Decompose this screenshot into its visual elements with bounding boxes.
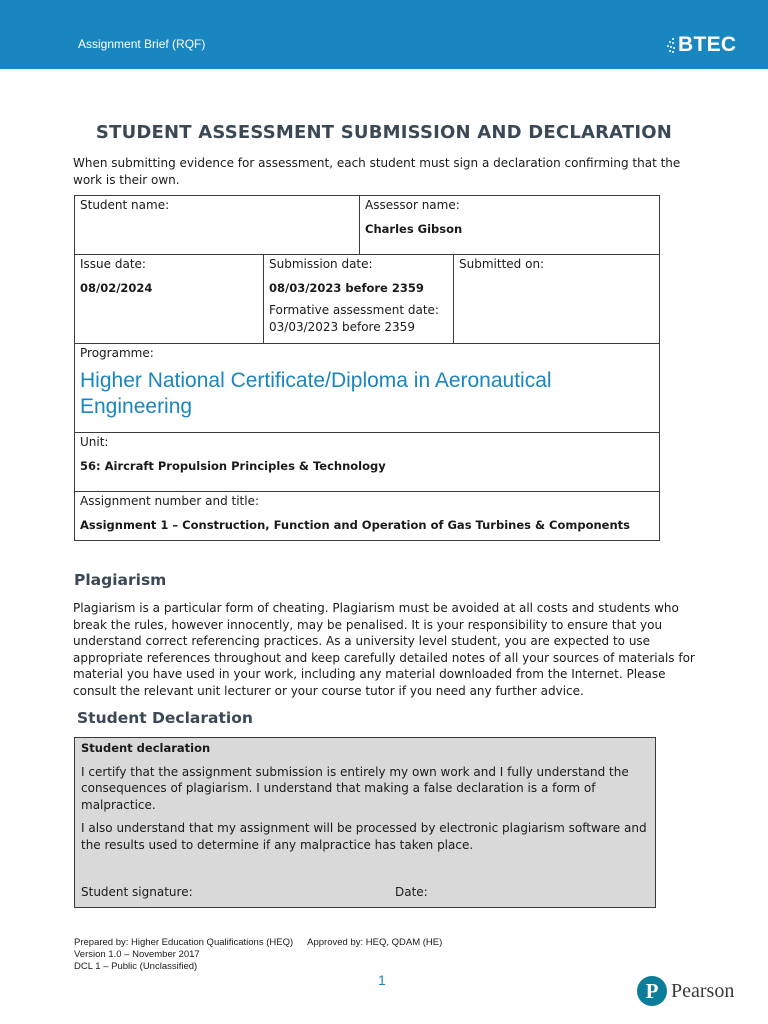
submitted-on-label: Submitted on: [459, 257, 545, 271]
btec-dots-icon [666, 34, 676, 56]
formative-date-value: 03/03/2023 before 2359 [269, 319, 415, 334]
issue-date-label: Issue date: [80, 257, 146, 271]
pearson-logo [637, 976, 734, 1006]
issue-date-field [75, 255, 264, 344]
issue-date-value: 08/02/2024 [80, 280, 153, 295]
assessor-name-field [360, 196, 660, 255]
plagiarism-text: Plagiarism is a particular form of cheating. Plagiarism must be avoided at all costs and students who break the rules, however innocently, may be penalised. It is your responsibility to ensure that you understand correct referencing practices. As a university level student, you are expected to use appropriate references throughout and keep carefully detailed notes of all your sources of materials for material you have used in your work, including any material downloaded from the Internet. Please consult the relevant unit lecturer or your course tutor if you need any further advice. [73, 601, 695, 698]
pearson-p-icon: P [637, 976, 667, 1006]
signature-label[interactable]: Student signature: [81, 885, 193, 899]
page-number: 1 [378, 972, 386, 988]
student-name-field[interactable] [75, 196, 360, 255]
footer-approved-by: Approved by: HEQ, QDAM (HE) [307, 937, 443, 948]
programme-label: Programme: [80, 346, 154, 360]
assignment-field [75, 492, 660, 541]
intro-text: When submitting evidence for assessment, each student must sign a declaration confirming that the work is their own. [73, 156, 681, 187]
btec-logo-text: BTEC [678, 33, 737, 56]
footer-prepared-by: Prepared by: Higher Education Qualifications (HEQ) [74, 937, 294, 948]
programme-value: Higher National Certificate/Diploma in Aeronautical Engineering [80, 368, 552, 418]
declaration-paragraph-2: I also understand that my assignment will be processed by electronic plagiarism software and the results used to determine if any malpractice has taken place. [81, 821, 647, 852]
submission-form [74, 195, 660, 541]
header-bar [0, 0, 768, 69]
student-name-label: Student name: [80, 198, 170, 212]
footer [74, 937, 442, 973]
declaration-box [74, 737, 656, 908]
formative-date-label: Formative assessment date: [269, 303, 439, 317]
assessor-name-label: Assessor name: [365, 198, 460, 212]
assessor-name-value: Charles Gibson [365, 221, 463, 236]
declaration-box-title: Student declaration [81, 741, 211, 755]
submission-date-label: Submission date: [269, 257, 373, 271]
btec-logo [666, 33, 736, 57]
assignment-label: Assignment number and title: [80, 494, 260, 508]
submission-date-value: 08/03/2023 before 2359 [269, 280, 424, 295]
unit-label: Unit: [80, 435, 109, 449]
header-title: Assignment Brief (RQF) [78, 37, 206, 51]
submitted-on-field[interactable] [454, 255, 660, 344]
date-label[interactable]: Date: [395, 885, 428, 899]
plagiarism-heading: Plagiarism [74, 571, 167, 589]
programme-field [75, 344, 660, 433]
unit-field [75, 433, 660, 492]
declaration-paragraph-1: I certify that the assignment submission is entirely my own work and I fully understand the consequences of plagiarism. I understand that making a false declaration is a form of malpractice. [81, 764, 629, 812]
footer-classification: DCL 1 – Public (Unclassified) [74, 961, 198, 972]
page-title: STUDENT ASSESSMENT SUBMISSION AND DECLARATION [95, 122, 673, 143]
signature-row [81, 884, 641, 901]
pearson-logo-text: Pearson [671, 979, 735, 1002]
assignment-value: Assignment 1 – Construction, Function and Operation of Gas Turbines & Components [80, 517, 630, 532]
unit-value: 56: Aircraft Propulsion Principles & Technology [80, 458, 386, 473]
submission-date-field [264, 255, 454, 344]
declaration-heading: Student Declaration [77, 709, 253, 727]
footer-version: Version 1.0 – November 2017 [74, 949, 200, 960]
